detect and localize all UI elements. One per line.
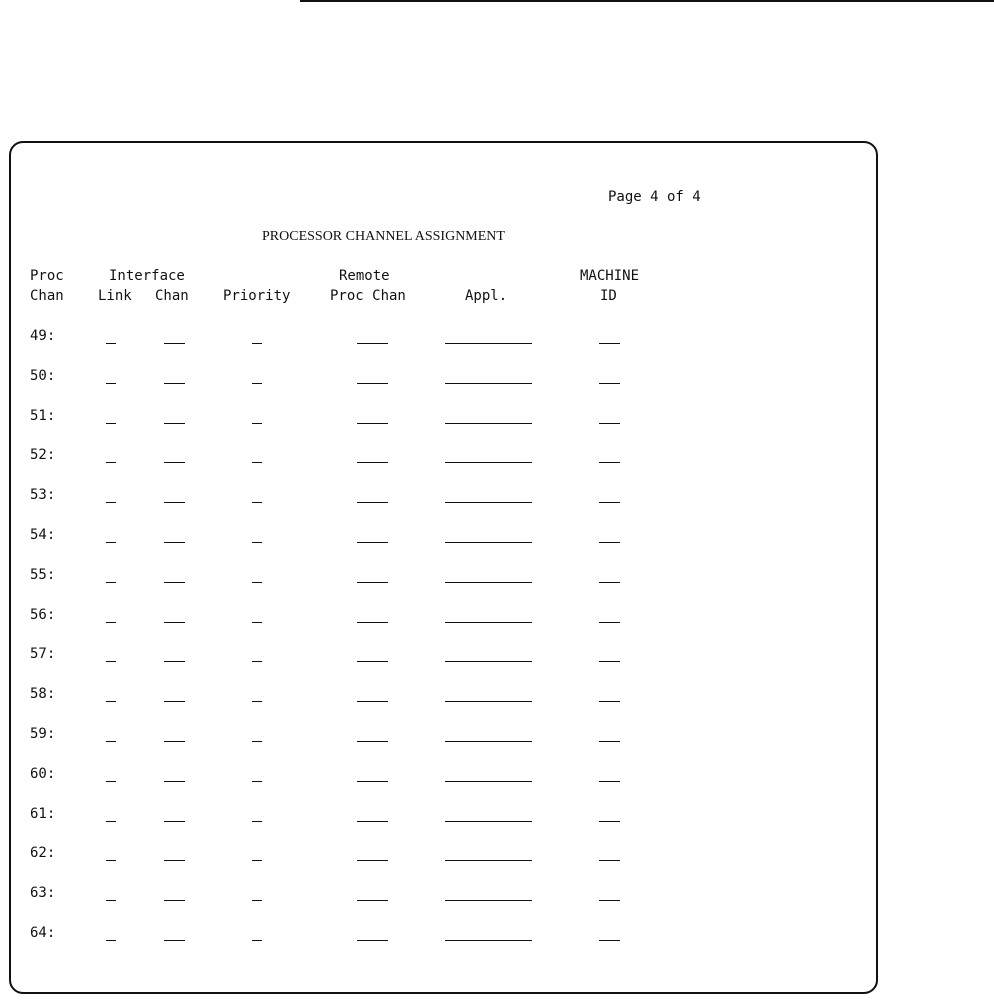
- remote-proc-chan-field[interactable]: [357, 343, 388, 344]
- interface-chan-field[interactable]: [164, 383, 185, 384]
- row-chan-label: 51:: [30, 407, 56, 424]
- link-field[interactable]: [106, 502, 116, 503]
- priority-field[interactable]: [252, 781, 262, 782]
- priority-field[interactable]: [252, 940, 262, 941]
- priority-field[interactable]: [252, 741, 262, 742]
- interface-chan-field[interactable]: [164, 900, 185, 901]
- machine-id-field[interactable]: [599, 502, 620, 503]
- col-priority: Priority: [223, 288, 291, 304]
- interface-chan-field[interactable]: [164, 542, 185, 543]
- machine-id-field[interactable]: [599, 622, 620, 623]
- link-field[interactable]: [106, 343, 116, 344]
- col-remote-proc-chan: Proc Chan: [330, 288, 406, 304]
- remote-proc-chan-field[interactable]: [357, 582, 388, 583]
- link-field[interactable]: [106, 542, 116, 543]
- link-field[interactable]: [106, 582, 116, 583]
- col-appl: Appl.: [465, 288, 508, 304]
- row-chan-label: 50:: [30, 367, 56, 384]
- appl-field[interactable]: [445, 423, 532, 424]
- machine-id-field[interactable]: [599, 343, 620, 344]
- interface-chan-field[interactable]: [164, 781, 185, 782]
- appl-field[interactable]: [445, 781, 532, 782]
- appl-field[interactable]: [445, 383, 532, 384]
- interface-chan-field[interactable]: [164, 462, 185, 463]
- row-chan-label: 64:: [30, 925, 56, 941]
- machine-id-field[interactable]: [599, 582, 620, 583]
- row-chan-label: 63:: [30, 885, 56, 902]
- col-interface-group: Interface: [109, 268, 185, 284]
- remote-proc-chan-field[interactable]: [357, 502, 388, 503]
- col-remote-line1: Remote: [339, 268, 390, 284]
- link-field[interactable]: [106, 462, 116, 463]
- machine-id-field[interactable]: [599, 383, 620, 384]
- appl-field[interactable]: [445, 343, 532, 344]
- machine-id-field[interactable]: [599, 542, 620, 543]
- remote-proc-chan-field[interactable]: [357, 462, 388, 463]
- machine-id-field[interactable]: [599, 940, 620, 941]
- link-field[interactable]: [106, 860, 116, 861]
- row-chan-label: 60:: [30, 765, 56, 782]
- interface-chan-field[interactable]: [164, 940, 185, 941]
- remote-proc-chan-field[interactable]: [357, 821, 388, 822]
- remote-proc-chan-field[interactable]: [357, 701, 388, 702]
- priority-field[interactable]: [252, 821, 262, 822]
- col-machine-id: ID: [600, 288, 617, 304]
- remote-proc-chan-field[interactable]: [357, 860, 388, 861]
- priority-field[interactable]: [252, 383, 262, 384]
- link-field[interactable]: [106, 423, 116, 424]
- row-chan-label: 61:: [30, 805, 56, 822]
- link-field[interactable]: [106, 821, 116, 822]
- remote-proc-chan-field[interactable]: [357, 741, 388, 742]
- interface-chan-field[interactable]: [164, 423, 185, 424]
- remote-proc-chan-field[interactable]: [357, 423, 388, 424]
- appl-field[interactable]: [445, 821, 532, 822]
- col-interface-chan: Chan: [155, 288, 189, 304]
- page-indicator: Page 4 of 4: [608, 189, 701, 205]
- row-chan-label: 55:: [30, 566, 56, 583]
- row-chan-label: 58:: [30, 686, 56, 703]
- row-chan-label: 54:: [30, 527, 56, 543]
- priority-field[interactable]: [252, 900, 262, 901]
- remote-proc-chan-field[interactable]: [357, 940, 388, 941]
- link-field[interactable]: [106, 940, 116, 941]
- remote-proc-chan-field[interactable]: [357, 542, 388, 543]
- appl-field[interactable]: [445, 701, 532, 702]
- machine-id-field[interactable]: [599, 781, 620, 782]
- row-chan-label: 49:: [30, 328, 56, 344]
- row-chan-label: 62:: [30, 845, 56, 862]
- interface-chan-field[interactable]: [164, 661, 185, 662]
- interface-chan-field[interactable]: [164, 622, 185, 623]
- appl-field[interactable]: [445, 462, 532, 463]
- machine-id-field[interactable]: [599, 900, 620, 901]
- screen-title: PROCESSOR CHANNEL ASSIGNMENT: [262, 229, 505, 244]
- remote-proc-chan-field[interactable]: [357, 661, 388, 662]
- machine-id-field[interactable]: [599, 661, 620, 662]
- row-chan-label: 59:: [30, 726, 56, 742]
- link-field[interactable]: [106, 741, 116, 742]
- link-field[interactable]: [106, 900, 116, 901]
- priority-field[interactable]: [252, 661, 262, 662]
- priority-field[interactable]: [252, 502, 262, 503]
- remote-proc-chan-field[interactable]: [357, 781, 388, 782]
- remote-proc-chan-field[interactable]: [357, 383, 388, 384]
- interface-chan-field[interactable]: [164, 821, 185, 822]
- priority-field[interactable]: [252, 582, 262, 583]
- link-field[interactable]: [106, 661, 116, 662]
- appl-field[interactable]: [445, 542, 532, 543]
- machine-id-field[interactable]: [599, 741, 620, 742]
- row-chan-label: 56:: [30, 606, 56, 623]
- priority-field[interactable]: [252, 423, 262, 424]
- priority-field[interactable]: [252, 343, 262, 344]
- priority-field[interactable]: [252, 622, 262, 623]
- priority-field[interactable]: [252, 542, 262, 543]
- top-rule: [300, 0, 994, 2]
- appl-field[interactable]: [445, 860, 532, 861]
- row-chan-label: 52:: [30, 447, 56, 464]
- remote-proc-chan-field[interactable]: [357, 900, 388, 901]
- col-proc-chan-line2: Chan: [30, 288, 64, 304]
- machine-id-field[interactable]: [599, 821, 620, 822]
- machine-id-field[interactable]: [599, 701, 620, 702]
- col-proc-chan-line1: Proc: [30, 268, 64, 284]
- appl-field[interactable]: [445, 900, 532, 901]
- appl-field[interactable]: [445, 622, 532, 623]
- row-chan-label: 57:: [30, 646, 56, 663]
- link-field[interactable]: [106, 622, 116, 623]
- interface-chan-field[interactable]: [164, 502, 185, 503]
- col-machine-line1: MACHINE: [580, 268, 640, 284]
- machine-id-field[interactable]: [599, 423, 620, 424]
- appl-field[interactable]: [445, 582, 532, 583]
- appl-field[interactable]: [445, 661, 532, 662]
- appl-field[interactable]: [445, 741, 532, 742]
- interface-chan-field[interactable]: [164, 582, 185, 583]
- remote-proc-chan-field[interactable]: [357, 622, 388, 623]
- link-field[interactable]: [106, 781, 116, 782]
- row-chan-label: 53:: [30, 487, 56, 504]
- appl-field[interactable]: [445, 502, 532, 503]
- interface-chan-field[interactable]: [164, 860, 185, 861]
- machine-id-field[interactable]: [599, 860, 620, 861]
- interface-chan-field[interactable]: [164, 701, 185, 702]
- link-field[interactable]: [106, 383, 116, 384]
- link-field[interactable]: [106, 701, 116, 702]
- priority-field[interactable]: [252, 462, 262, 463]
- interface-chan-field[interactable]: [164, 343, 185, 344]
- priority-field[interactable]: [252, 701, 262, 702]
- col-interface-link: Link: [98, 288, 132, 304]
- priority-field[interactable]: [252, 860, 262, 861]
- appl-field[interactable]: [445, 940, 532, 941]
- interface-chan-field[interactable]: [164, 741, 185, 742]
- machine-id-field[interactable]: [599, 462, 620, 463]
